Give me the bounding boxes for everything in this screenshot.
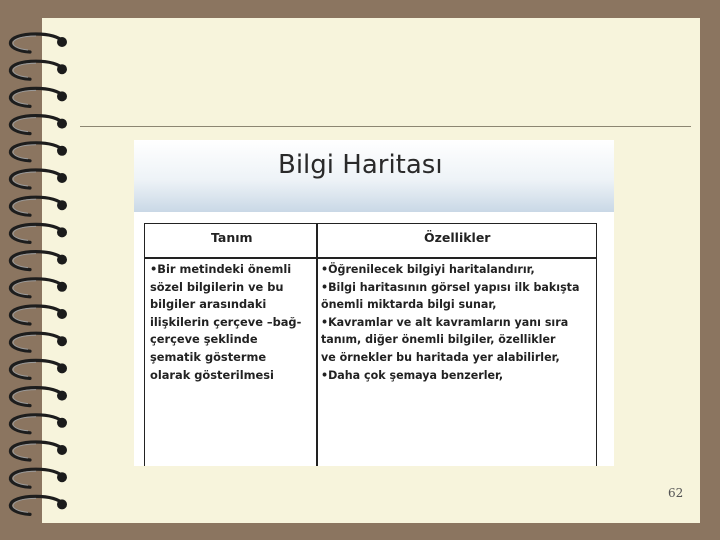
features-line: ve örnekler bu haritada yer alabilirler, — [321, 350, 560, 364]
definition-line: ilişkilerin çerçeve –bağ- — [150, 314, 302, 329]
table-column-divider — [316, 224, 318, 466]
table-header-features: Özellikler — [424, 230, 491, 245]
spiral-ring — [10, 116, 67, 134]
features-line: •Daha çok şemaya benzerler, — [321, 368, 504, 382]
definition-line: •Bir metindeki önemli — [150, 262, 292, 276]
features-line: •Öğrenilecek bilgiyi haritalandırır, — [321, 263, 535, 276]
spiral-ring — [10, 415, 67, 433]
spiral-ring — [10, 252, 67, 270]
spiral-ring — [10, 197, 67, 215]
features-line: tanım, diğer önemli bilgiler, özellikler — [321, 333, 556, 347]
table-header-definition: Tanım — [211, 230, 253, 245]
definition-line: şematik gösterme — [150, 349, 267, 364]
spiral-binding — [0, 0, 80, 540]
spiral-ring — [10, 360, 67, 378]
spiral-ring — [10, 496, 67, 514]
spiral-ring — [10, 143, 67, 161]
definition-cell — [150, 261, 301, 384]
page-number: 62 — [668, 486, 684, 500]
spiral-ring — [10, 279, 67, 297]
spiral-ring — [10, 442, 67, 460]
spiral-ring — [10, 170, 67, 188]
features-line: önemli miktarda bilgi sunar, — [321, 298, 497, 312]
definition-line: olarak gösterilmesi — [150, 367, 274, 382]
spiral-ring — [10, 469, 67, 487]
spiral-ring — [10, 61, 67, 79]
spiral-ring — [10, 88, 67, 106]
spiral-ring — [10, 388, 67, 406]
spiral-ring — [10, 224, 67, 242]
features-line: •Bilgi haritasının görsel yapısı ilk bakışta — [321, 280, 580, 294]
spiral-ring — [10, 333, 67, 351]
definition-line: sözel bilgilerin ve bu — [150, 279, 284, 294]
info-table — [144, 223, 597, 466]
definition-line: çerçeve şeklinde — [150, 332, 258, 347]
embedded-slide-image — [134, 140, 614, 466]
spiral-ring — [10, 306, 67, 324]
spiral-ring — [10, 34, 67, 52]
definition-line: bilgiler arasındaki — [150, 297, 267, 312]
features-line: •Kavramlar ve alt kavramların yanı sıra — [321, 315, 569, 329]
image-title: Bilgi Haritası — [278, 150, 443, 180]
title-divider — [80, 126, 691, 127]
features-cell — [321, 261, 579, 384]
table-header-divider — [145, 257, 596, 259]
